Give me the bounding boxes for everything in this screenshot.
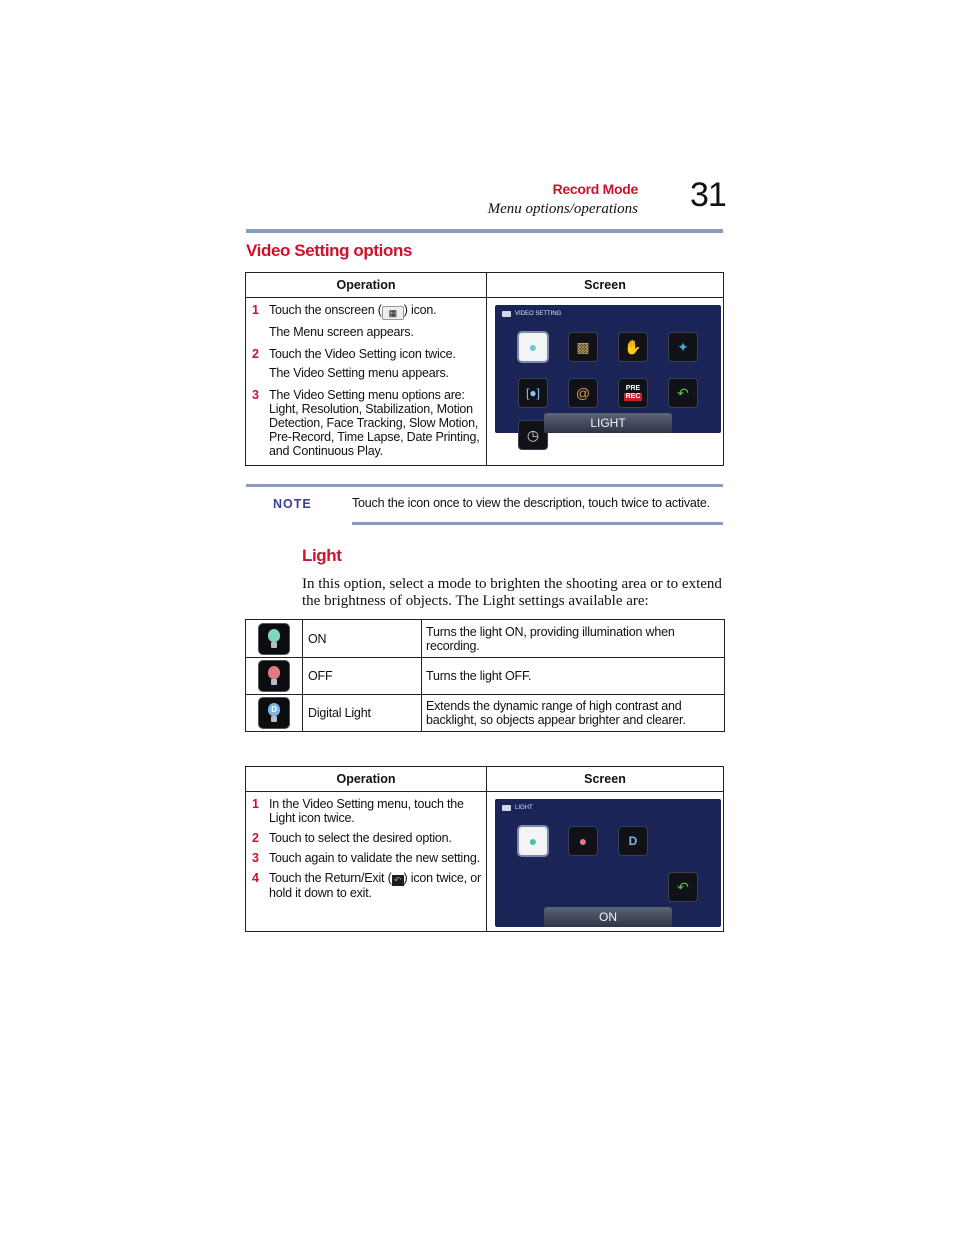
video-setting-heading: Video Setting options bbox=[246, 241, 413, 260]
selection-label-bar: ON bbox=[544, 907, 672, 927]
step-1 bbox=[252, 303, 481, 320]
menu-grid-icon: ▦ bbox=[382, 306, 404, 320]
slow-motion-snail-icon[interactable]: @ bbox=[569, 379, 597, 407]
resolution-film-icon[interactable]: ▩ bbox=[569, 333, 597, 361]
operation-cell bbox=[246, 792, 487, 932]
step-number: 1 bbox=[252, 303, 259, 317]
col-operation-header: Operation bbox=[246, 273, 487, 298]
setting-row bbox=[246, 620, 725, 658]
digital-light-icon[interactable]: D bbox=[619, 827, 647, 855]
screen-cell bbox=[487, 298, 724, 466]
setting-name: ON bbox=[303, 620, 422, 658]
note-rule-bottom bbox=[352, 522, 723, 525]
step-1-result: The Menu screen appears. bbox=[269, 325, 414, 339]
step-text: Touch the onscreen ( bbox=[269, 303, 382, 317]
camera-icon bbox=[502, 311, 511, 317]
operation-cell bbox=[246, 298, 487, 466]
light-intro: In this option, select a mode to brighten the shooting area or to extend the brightness of objects. The Light settings available are: bbox=[302, 576, 722, 609]
step-number: 1 bbox=[252, 797, 259, 811]
light-bulb-icon[interactable]: ● bbox=[519, 333, 547, 361]
light-off-icon bbox=[259, 661, 289, 691]
note-rule-top bbox=[246, 484, 723, 487]
subsection-title: Menu options/operations bbox=[487, 201, 638, 217]
setting-description: Extends the dynamic range of high contrast and backlight, so objects appear brighter and clearer. bbox=[422, 695, 725, 732]
step-number: 4 bbox=[252, 871, 259, 885]
light-heading: Light bbox=[302, 546, 342, 565]
light-screen bbox=[495, 799, 721, 927]
step-number: 3 bbox=[252, 851, 259, 865]
step-2 bbox=[252, 347, 481, 361]
screen-cell bbox=[487, 792, 724, 932]
screen-title: VIDEO SETTING bbox=[502, 311, 561, 317]
setting-row bbox=[246, 658, 725, 695]
col-screen-header: Screen bbox=[487, 273, 724, 298]
step-3 bbox=[252, 388, 481, 458]
step-text: ) icon. bbox=[403, 303, 437, 317]
step-2 bbox=[252, 831, 481, 845]
step-text: ) icon twice, or hold it down to exit. bbox=[269, 871, 481, 900]
step-text: Touch the Return/Exit ( bbox=[269, 871, 392, 885]
step-3 bbox=[252, 851, 481, 865]
video-setting-table bbox=[245, 272, 724, 466]
digital-light-icon: D bbox=[259, 698, 289, 728]
step-number: 2 bbox=[252, 831, 259, 845]
pre-record-icon[interactable]: PRE REC bbox=[619, 379, 647, 407]
setting-row bbox=[246, 695, 725, 732]
selection-label-bar: LIGHT bbox=[544, 413, 672, 433]
section-title: Record Mode bbox=[552, 181, 638, 197]
time-lapse-icon[interactable]: ◷ bbox=[519, 421, 547, 449]
screen-title: LIGHT bbox=[502, 805, 533, 811]
light-on-icon[interactable]: ● bbox=[519, 827, 547, 855]
setting-name: OFF bbox=[303, 658, 422, 695]
face-tracking-icon[interactable]: [●] bbox=[519, 379, 547, 407]
video-setting-screen bbox=[495, 305, 721, 443]
col-screen-header: Screen bbox=[487, 767, 724, 792]
setting-description: Turns the light OFF. bbox=[422, 658, 725, 695]
light-on-icon bbox=[259, 624, 289, 654]
step-text: Touch to select the desired option. bbox=[269, 831, 452, 845]
light-operation-table bbox=[245, 766, 724, 932]
return-exit-icon[interactable]: ↶ bbox=[669, 379, 697, 407]
header-rule bbox=[246, 229, 723, 233]
stabilization-hand-icon[interactable]: ✋ bbox=[619, 333, 647, 361]
step-text: Touch the Video Setting icon twice. bbox=[269, 347, 456, 361]
step-text: Touch again to validate the new setting. bbox=[269, 851, 480, 865]
motion-detection-icon[interactable]: ✦ bbox=[669, 333, 697, 361]
step-text: In the Video Setting menu, touch the Light icon twice. bbox=[269, 797, 464, 825]
camera-icon bbox=[502, 805, 511, 811]
step-4 bbox=[252, 871, 481, 900]
return-exit-icon: ↶ bbox=[392, 875, 404, 886]
step-number: 3 bbox=[252, 388, 259, 402]
col-operation-header: Operation bbox=[246, 767, 487, 792]
step-1 bbox=[252, 797, 481, 825]
setting-name: Digital Light bbox=[303, 695, 422, 732]
step-number: 2 bbox=[252, 347, 259, 361]
step-text: The Video Setting menu options are: Light, Resolution, Stabilization, Motion Detection, Face Tracking, Slow Motion, Pre-Record, Time Lapse, Date Printing, and Continuous Play. bbox=[269, 388, 480, 458]
note-text: Touch the icon once to view the description, touch twice to activate. bbox=[352, 496, 710, 510]
light-settings-table bbox=[245, 619, 725, 732]
light-off-icon[interactable]: ● bbox=[569, 827, 597, 855]
note-label: NOTE bbox=[273, 497, 312, 511]
step-2-result: The Video Setting menu appears. bbox=[269, 366, 449, 380]
setting-description: Turns the light ON, providing illumination when recording. bbox=[422, 620, 725, 658]
page-number: 31 bbox=[690, 176, 726, 214]
return-exit-icon[interactable]: ↶ bbox=[669, 873, 697, 901]
